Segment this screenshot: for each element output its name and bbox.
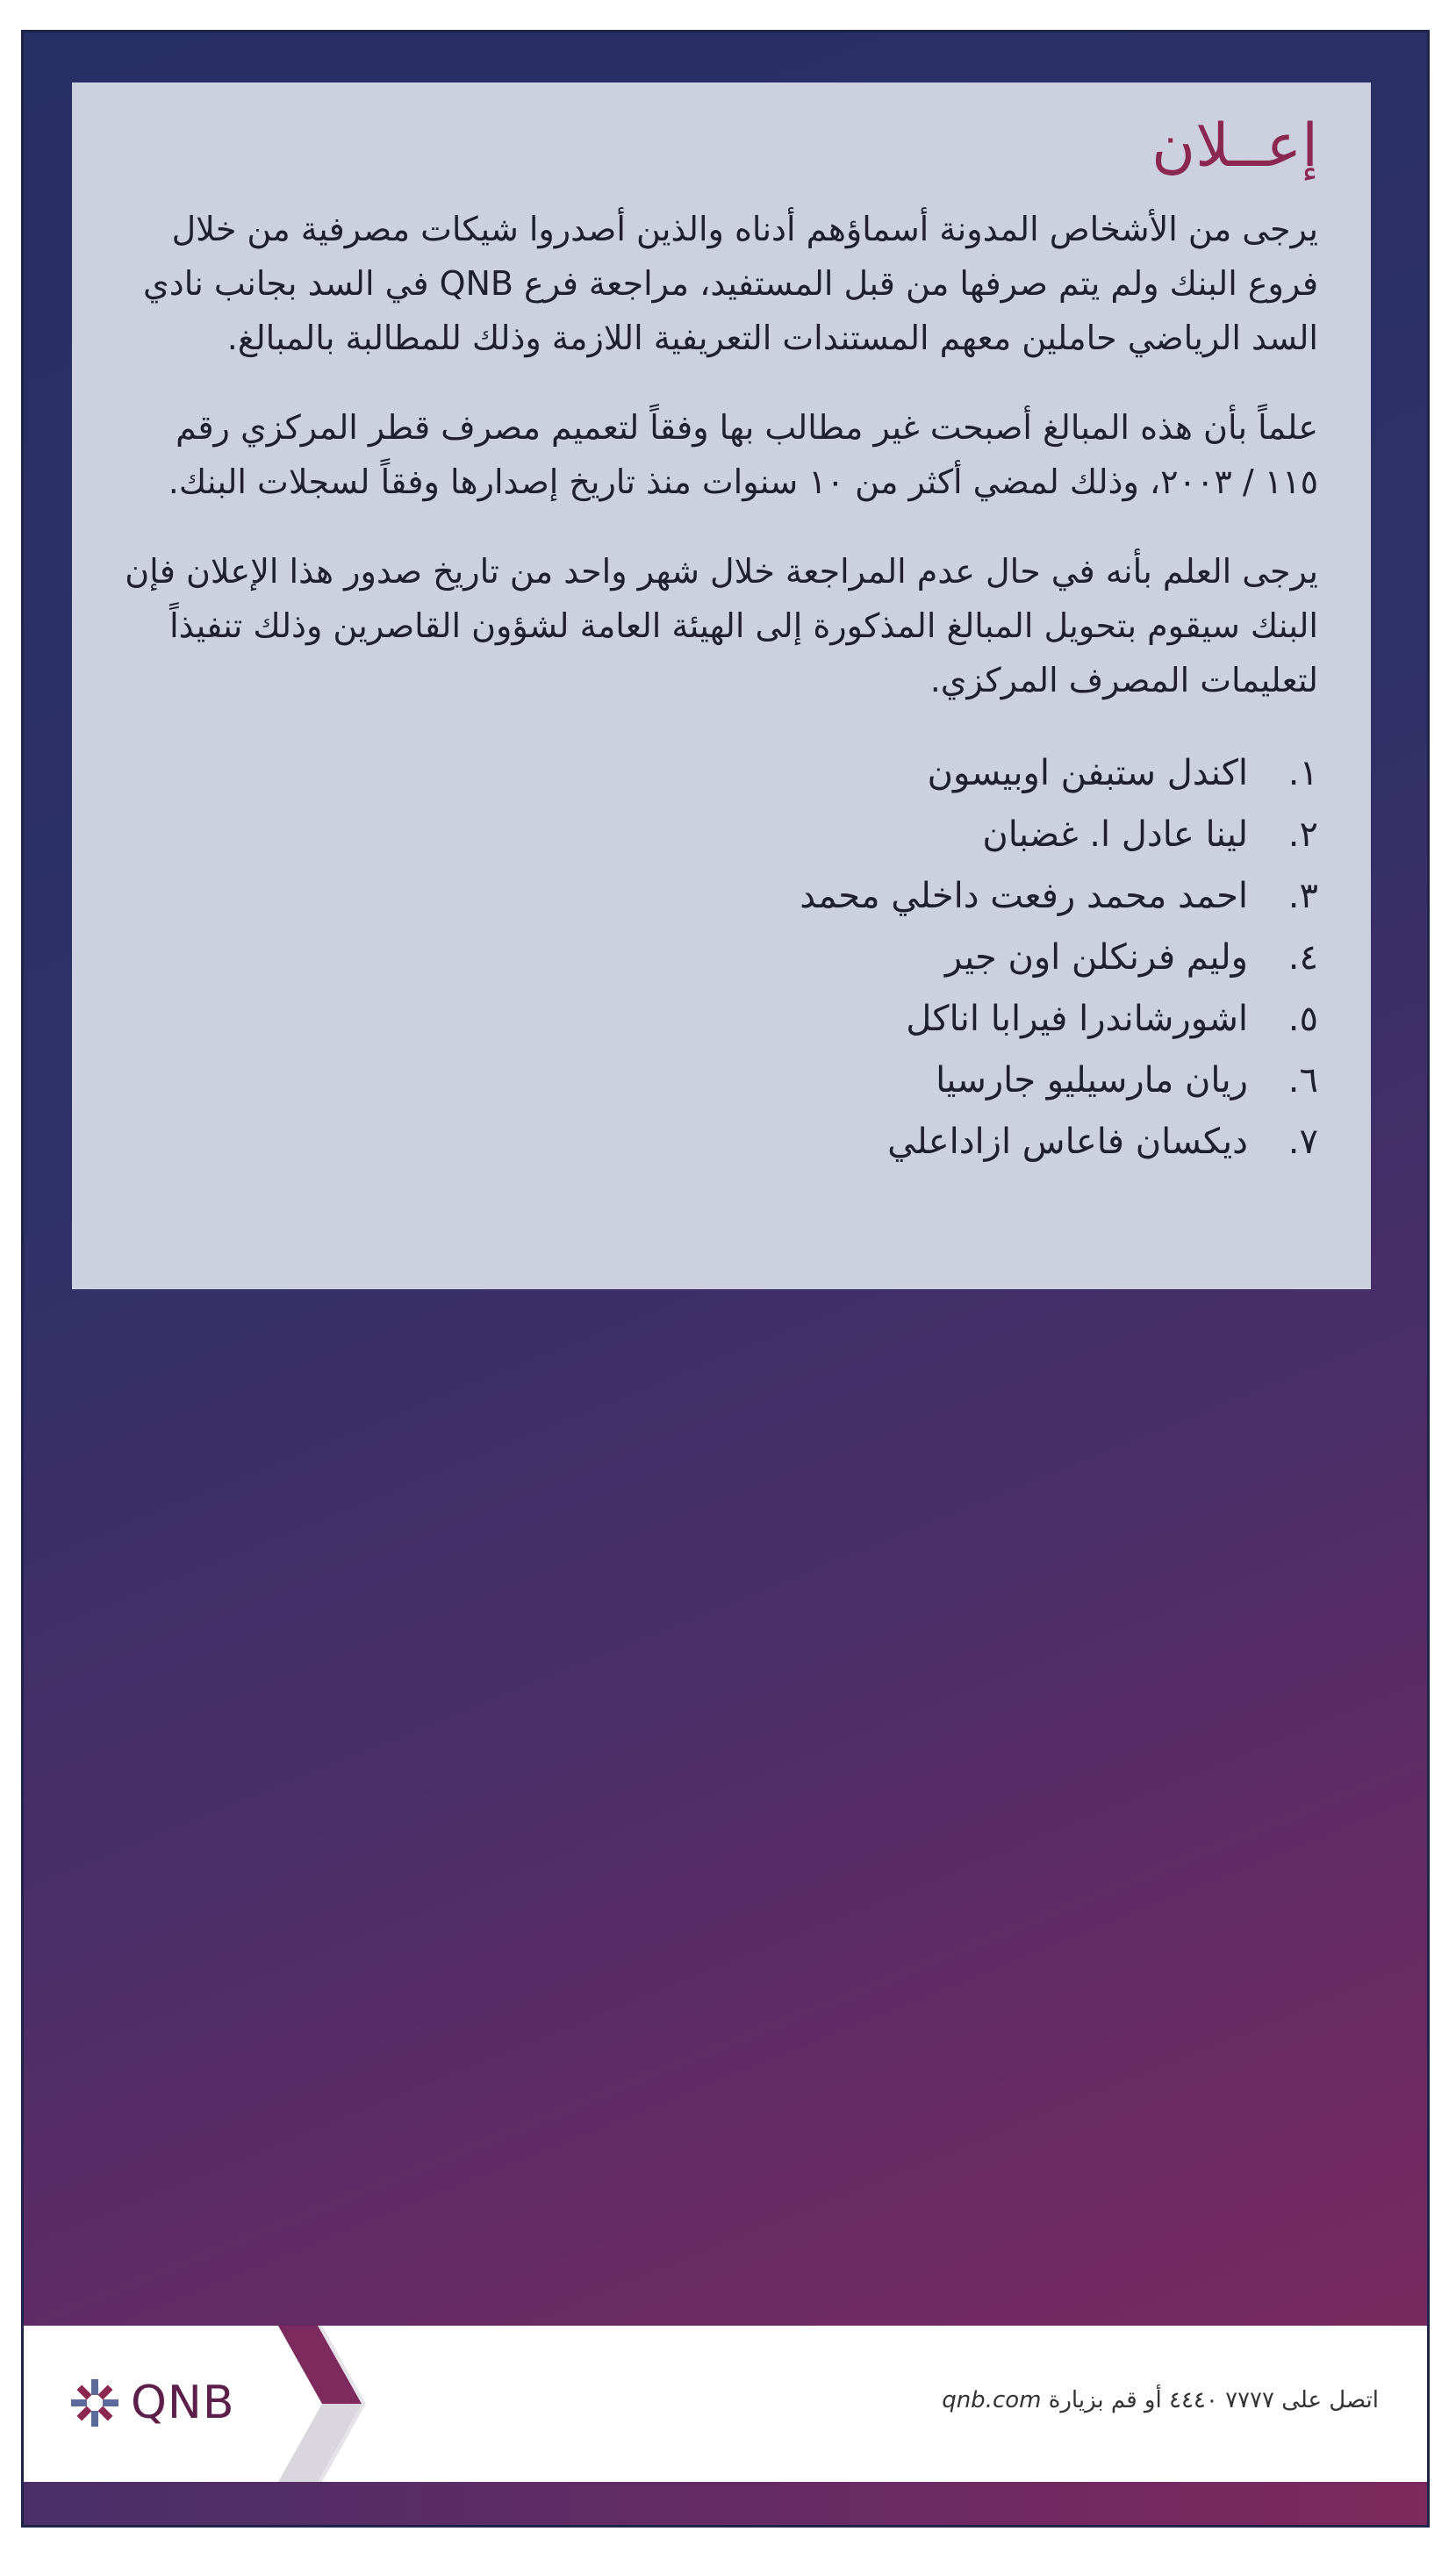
- list-item-number: ٧.: [1287, 1122, 1318, 1162]
- list-item-number: ٣.: [1287, 876, 1318, 916]
- list-item-name: اكندل ستبفن اوبيسون: [927, 753, 1248, 793]
- list-item-number: ٢.: [1287, 814, 1318, 855]
- contact-prefix: اتصل على ٧٧٧٧ ٤٤٤٠ أو قم بزيارة: [1048, 2387, 1379, 2413]
- contact-info: [942, 2387, 1379, 2413]
- ribbon-graphic: [269, 2326, 366, 2482]
- list-item-name: ريان مارسيليو جارسيا: [936, 1060, 1248, 1101]
- notice-paragraph-3: يرجى العلم بأنه في حال عدم المراجعة خلال شهر واحد من تاريخ صدور هذا الإعلان فإن البنك سيقوم بتحويل المبالغ المذكورة إلى الهيئة العامة لشؤون القاصرين وذلك تنفيذاً لتعليمات المصرف المركزي.: [125, 552, 1318, 699]
- footer: [24, 2326, 1427, 2482]
- qnb-star-icon: [69, 2377, 120, 2428]
- list-item-name: احمد محمد رفعت داخلي محمد: [800, 876, 1248, 916]
- footer-color-bar: [24, 2482, 1427, 2528]
- list-item-name: وليم فرنكلن اون جير: [944, 937, 1248, 978]
- list-item-name: ديكسان فاعاس ازاداعلي: [887, 1122, 1248, 1162]
- list-item-number: ٦.: [1287, 1060, 1318, 1101]
- list-item-number: ٤.: [1287, 937, 1318, 978]
- notice-title: إعــلان: [1151, 111, 1318, 181]
- advertisement-frame: [21, 30, 1430, 2528]
- list-item: [125, 927, 1318, 988]
- logo-text: QNB: [131, 2377, 235, 2429]
- list-item: [125, 742, 1318, 804]
- list-item-name: اشورشاندرا فيرابا اناكل: [906, 999, 1248, 1039]
- list-item: [125, 865, 1318, 927]
- list-item: [125, 988, 1318, 1050]
- list-item: [125, 1050, 1318, 1111]
- list-item: [125, 1111, 1318, 1172]
- notice-paragraph-2: علماً بأن هذه المبالغ أصبحت غير مطالب بها وفقاً لتعميم مصرف قطر المركزي رقم ١١٥ / ٢٠٠٣، وذلك لمضي أكثر من ١٠ سنوات منذ تاريخ إصدارها وفقاً لسجلات البنك.: [168, 408, 1318, 501]
- website-link[interactable]: qnb.com: [942, 2387, 1042, 2413]
- list-item: [125, 804, 1318, 865]
- list-item-name: لينا عادل ا. غضبان: [982, 814, 1248, 855]
- names-list: [125, 742, 1318, 1172]
- notice-paragraph-1: يرجى من الأشخاص المدونة أسماؤهم أدناه والذين أصدروا شيكات مصرفية من خلال فروع البنك ولم يتم صرفها من قبل المستفيد، مراجعة فرع QNB في السد بجانب نادي السد الرياضي حاملين معهم المستندات التعريفية اللازمة وذلك للمطالبة بالمبالغ.: [143, 210, 1318, 357]
- list-item-number: ١.: [1287, 753, 1318, 793]
- list-item-number: ٥.: [1287, 999, 1318, 1039]
- notice-panel: [72, 82, 1371, 1289]
- qnb-logo: [69, 2377, 235, 2429]
